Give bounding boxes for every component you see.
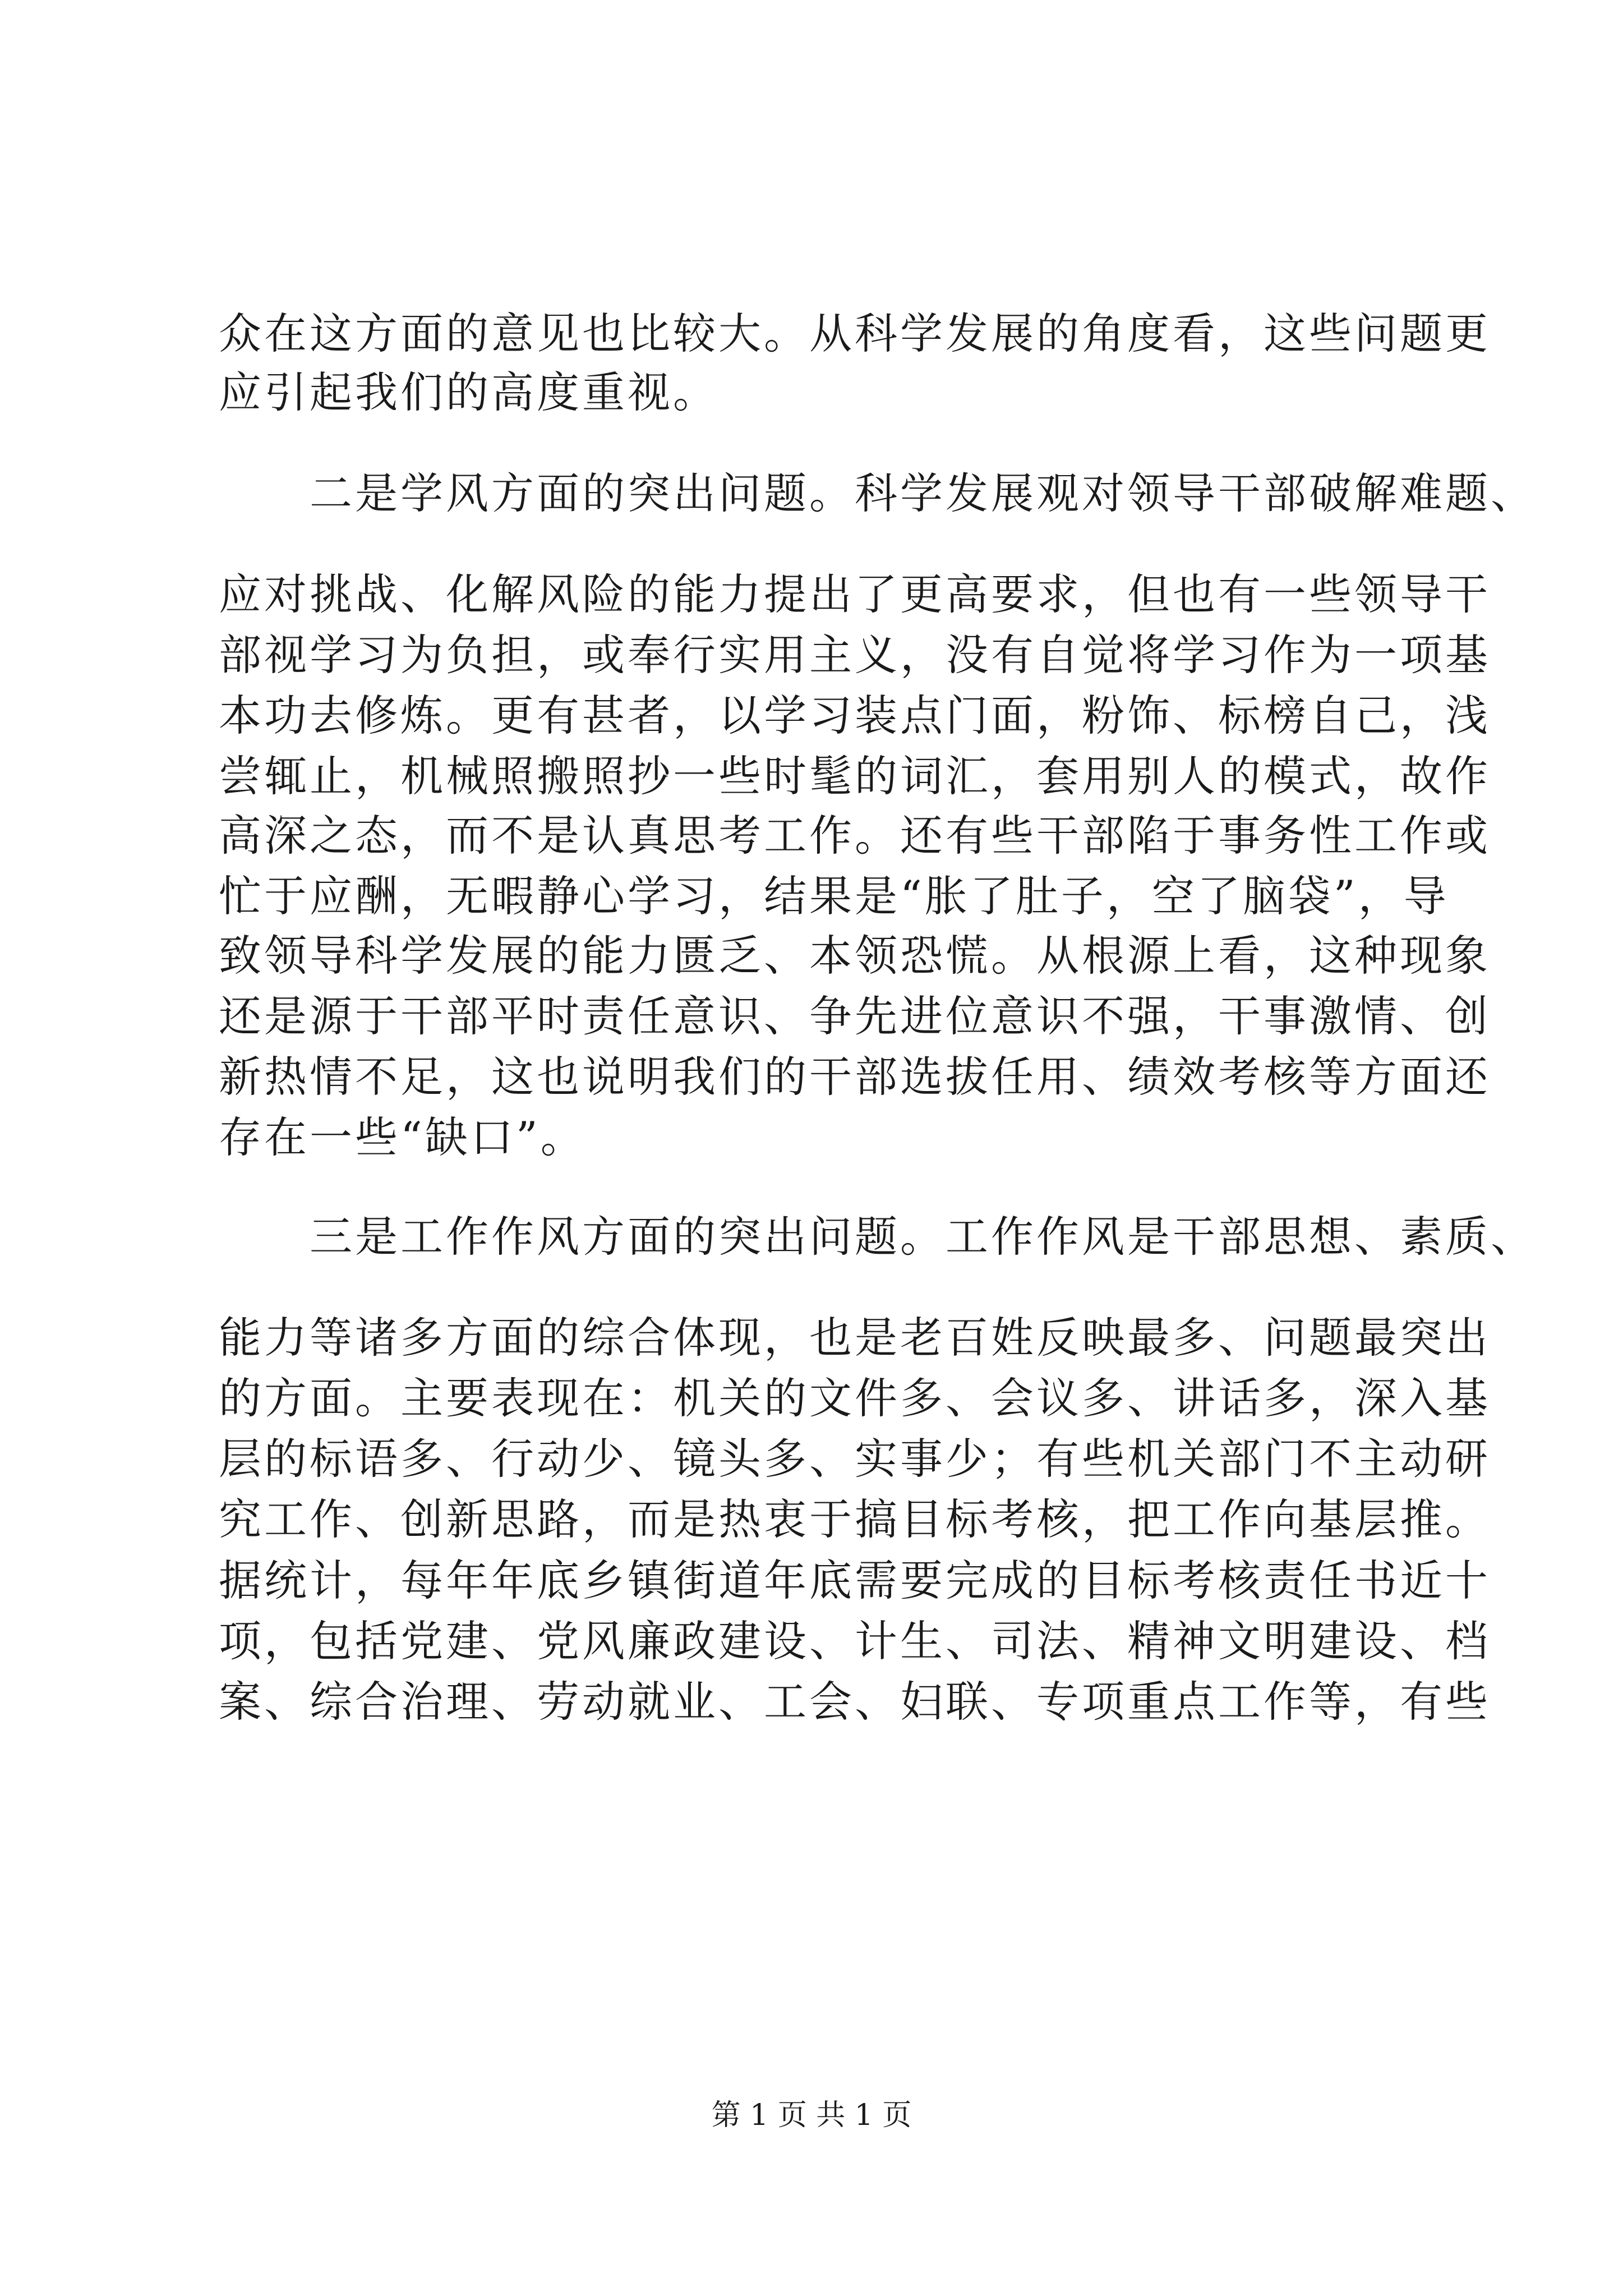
body-line: 究工作、创新思路，而是热衷于搞目标考核，把工作向基层推。: [219, 1494, 1491, 1544]
body-line: 致领导科学发展的能力匮乏、本领恐慌。从根源上看，这种现象: [219, 931, 1491, 981]
body-line: 层的标语多、行动少、镜头多、实事少；有些机关部门不主动研: [219, 1434, 1491, 1484]
body-line: 部视学习为负担，或奉行实用主义，没有自觉将学习作为一项基: [219, 630, 1491, 680]
body-line: 项，包括党建、党风廉政建设、计生、司法、精神文明建设、档: [219, 1616, 1491, 1666]
body-line: 的方面。主要表现在：机关的文件多、会议多、讲话多，深入基: [219, 1373, 1491, 1423]
body-line: 新热情不足，这也说明我们的干部选拔任用、绩效考核等方面还: [219, 1052, 1491, 1102]
body-line: 应引起我们的高度重视。: [219, 367, 718, 417]
body-line: 本功去修炼。更有甚者，以学习装点门面，粉饰、标榜自己，浅: [219, 691, 1491, 740]
body-line: 三是工作作风方面的突出问题。工作作风是干部思想、素质、: [219, 1212, 1536, 1262]
body-line: 应对挑战、化解风险的能力提出了更高要求，但也有一些领导干: [219, 569, 1491, 619]
body-line: 据统计，每年年底乡镇街道年底需要完成的目标考核责任书近十: [219, 1556, 1491, 1605]
body-line: 存在一些“缺口”。: [219, 1112, 586, 1162]
body-line: 尝辄止，机械照搬照抄一些时髦的词汇，套用别人的模式，故作: [219, 751, 1491, 801]
page-footer: 第 1 页 共 1 页: [711, 2099, 912, 2132]
body-line: 高深之态，而不是认真思考工作。还有些干部陷于事务性工作或: [219, 811, 1491, 861]
body-line: 忙于应酬，无暇静心学习，结果是“胀了肚子，空了脑袋”，导: [219, 871, 1449, 921]
body-line: 二是学风方面的突出问题。科学发展观对领导干部破解难题、: [219, 468, 1536, 518]
body-line: 能力等诸多方面的综合体现，也是老百姓反映最多、问题最突出: [219, 1313, 1491, 1363]
body-line: 众在这方面的意见也比较大。从科学发展的角度看，这些问题更: [219, 309, 1491, 358]
body-line: 还是源于干部平时责任意识、争先进位意识不强，干事激情、创: [219, 991, 1491, 1041]
body-line: 案、综合治理、劳动就业、工会、妇联、专项重点工作等，有些: [219, 1677, 1491, 1727]
